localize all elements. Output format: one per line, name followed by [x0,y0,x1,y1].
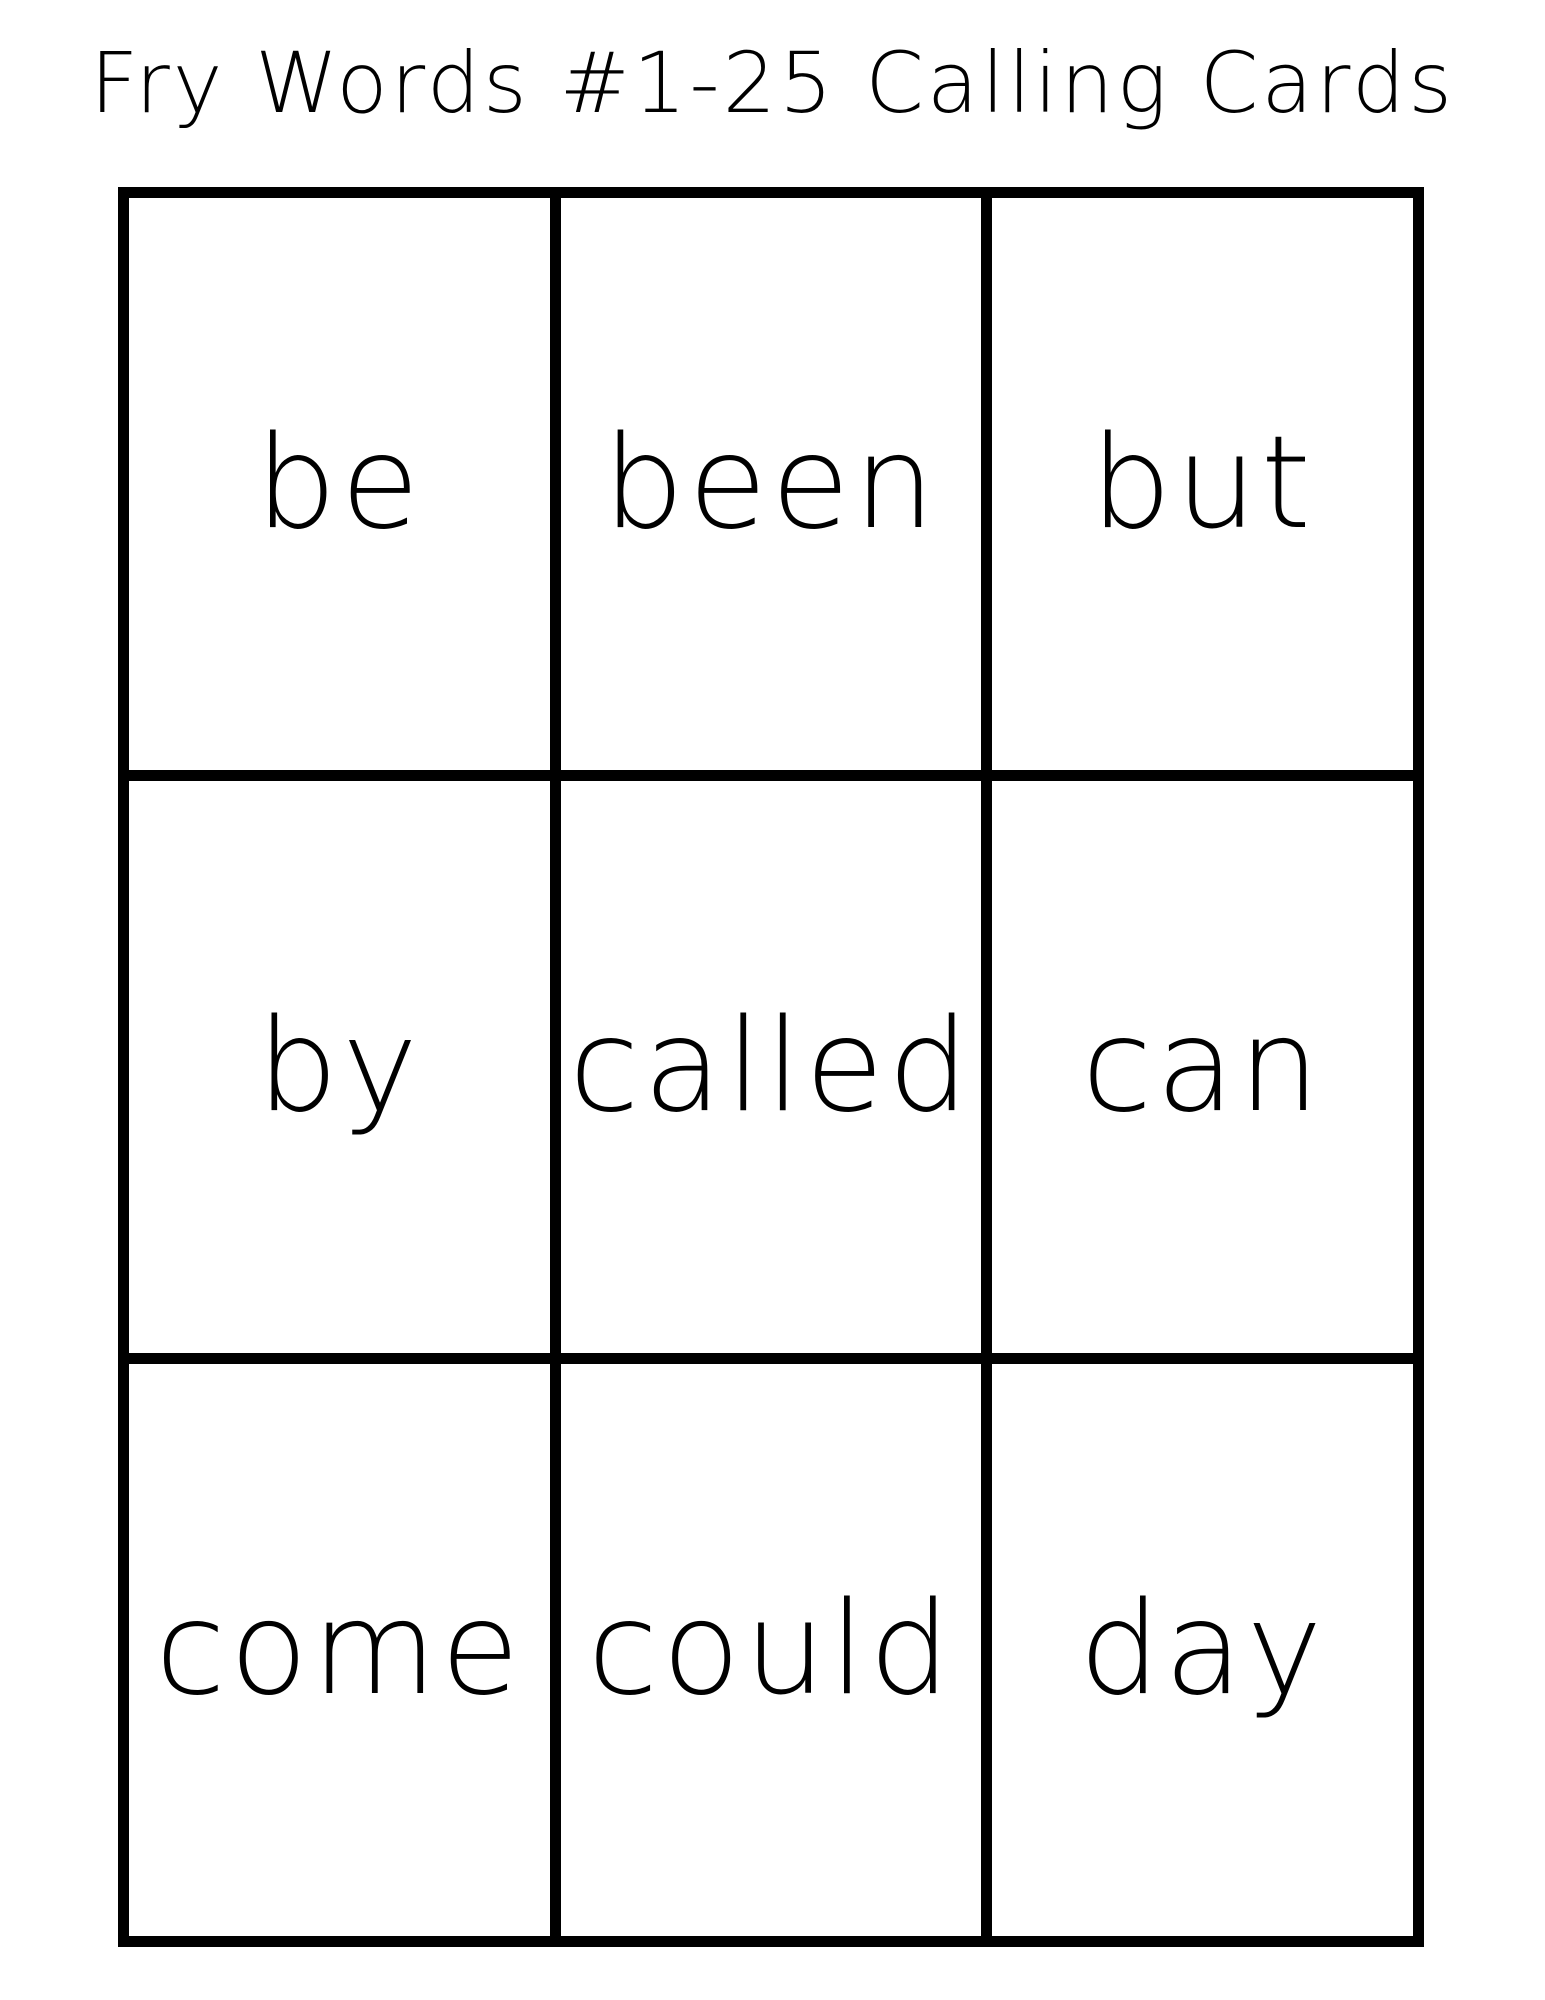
card-word: be [255,409,424,558]
card-word: come [155,1575,524,1724]
calling-card [129,781,550,1353]
card-word: could [587,1575,955,1724]
calling-card [561,1364,982,1936]
calling-card-grid [118,187,1424,1947]
calling-card [561,198,982,770]
card-word: been [603,409,939,558]
calling-card [992,781,1413,1353]
calling-card [129,1364,550,1936]
card-word: but [1090,409,1315,558]
card-word: by [256,992,422,1141]
card-word: can [1081,992,1324,1141]
card-word: day [1078,1575,1327,1724]
page-title: Fry Words #1-25 Calling Cards [89,34,1455,132]
calling-card [561,781,982,1353]
calling-card [992,1364,1413,1936]
calling-card [992,198,1413,770]
calling-card [129,198,550,770]
card-word: called [569,992,973,1141]
